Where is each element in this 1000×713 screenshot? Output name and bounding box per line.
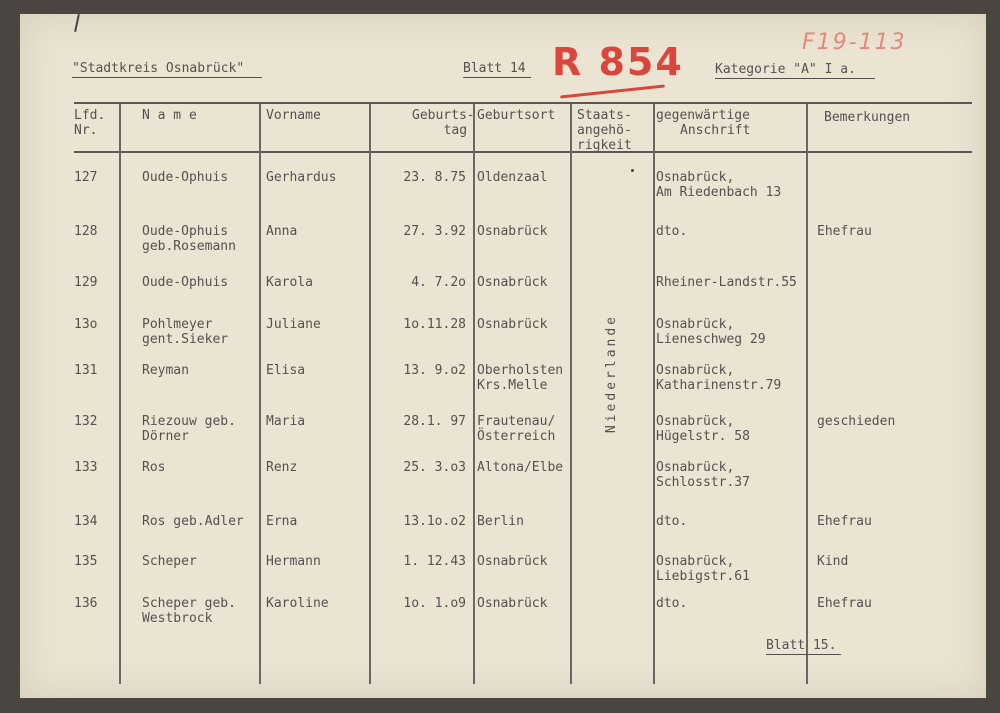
col-header-staat: Staats- angehö- rigkeit (577, 108, 632, 153)
pencil-annotation: F19-113 (802, 30, 907, 55)
row-geburtstag: 1o. 1.o9 (403, 596, 466, 611)
row-geburtstag: 25. 3.o3 (403, 460, 466, 475)
row-nr: 134 (74, 514, 98, 529)
row-anschrift: Osnabrück, (656, 170, 735, 185)
row-geburtstag: 27. 3.92 (403, 224, 466, 239)
row-bemerkung: geschieden (817, 414, 896, 429)
row-geburtstag: 13. 9.o2 (403, 363, 466, 378)
row-geburtstag: 23. 8.75 (403, 170, 466, 185)
row-nr: 136 (74, 596, 98, 611)
row-name: Reyman (142, 363, 189, 378)
col-header-geburtsort: Geburtsort (477, 108, 556, 123)
row-anschrift: Osnabrück, (656, 414, 735, 429)
row-geburtsort: Oldenzaal (477, 170, 548, 185)
row-anschrift: dto. (656, 224, 688, 239)
row-bemerkung: Ehefrau (817, 224, 872, 239)
row-anschrift: Osnabrück, (656, 554, 735, 569)
row-name: gent.Sieker (142, 332, 229, 347)
row-vorname: Karola (266, 275, 313, 290)
row-geburtstag: 28.1. 97 (403, 414, 466, 429)
row-nr: 131 (74, 363, 98, 378)
row-nr: 127 (74, 170, 98, 185)
row-bemerkung: Ehefrau (817, 596, 872, 611)
col-header-vorname: Vorname (266, 108, 321, 123)
row-name: Riezouw geb. (142, 414, 236, 429)
row-geburtstag: 4. 7.2o (411, 275, 466, 290)
row-geburtstag: 13.1o.o2 (403, 514, 466, 529)
ink-dot (631, 169, 634, 172)
col-header-anschrift: gegenwärtige Anschrift (656, 108, 751, 138)
row-name: Scheper geb. (142, 596, 236, 611)
row-geburtstag: 1o.11.28 (403, 317, 466, 332)
row-name: Pohlmeyer (142, 317, 213, 332)
row-nr: 129 (74, 275, 98, 290)
row-vorname: Elisa (266, 363, 306, 378)
row-geburtsort: Frautenau/ (477, 414, 556, 429)
row-geburtsort: Osnabrück (477, 275, 548, 290)
row-nr: 128 (74, 224, 98, 239)
row-vorname: Hermann (266, 554, 321, 569)
row-anschrift: Rheiner-Landstr.55 (656, 275, 797, 290)
row-anschrift: Katharinenstr.79 (656, 378, 782, 393)
row-anschrift: Osnabrück, (656, 317, 735, 332)
row-name: Oude-Ophuis (142, 275, 229, 290)
row-name: Westbrock (142, 611, 213, 626)
row-geburtsort: Osnabrück (477, 596, 548, 611)
row-nr: 13o (74, 317, 98, 332)
row-name: Ros (142, 460, 166, 475)
row-vorname: Maria (266, 414, 306, 429)
row-anschrift: Liebigstr.61 (656, 569, 750, 584)
row-name: Ros geb.Adler (142, 514, 244, 529)
col-header-name: N a m e (142, 108, 197, 123)
row-nr: 132 (74, 414, 98, 429)
row-geburtsort: Osnabrück (477, 317, 548, 332)
row-name: Scheper (142, 554, 197, 569)
row-bemerkung: Kind (817, 554, 849, 569)
category-label: Kategorie "A" I a. (715, 62, 856, 77)
document-page (20, 14, 986, 698)
row-name: geb.Rosemann (142, 239, 236, 254)
row-anschrift: Lieneschweg 29 (656, 332, 766, 347)
district-title: "Stadtkreis Osnabrück" (72, 61, 245, 76)
row-geburtsort: Berlin (477, 514, 524, 529)
row-anschrift: Osnabrück, (656, 460, 735, 475)
row-nr: 135 (74, 554, 98, 569)
row-name: Dörner (142, 429, 189, 444)
row-anschrift: dto. (656, 514, 688, 529)
row-geburtsort: Altona/Elbe (477, 460, 564, 475)
row-vorname: Anna (266, 224, 298, 239)
row-anschrift: Hügelstr. 58 (656, 429, 750, 444)
ink-mark (74, 14, 80, 32)
table-header-rule (74, 151, 972, 153)
row-geburtstag: 1. 12.43 (403, 554, 466, 569)
archive-stamp: R 854 (552, 40, 684, 84)
row-vorname: Erna (266, 514, 298, 529)
nationality-vertical: Niederlande (604, 314, 619, 434)
row-vorname: Karoline (266, 596, 329, 611)
row-geburtsort: Oberholsten (477, 363, 564, 378)
row-anschrift: Am Riedenbach 13 (656, 185, 782, 200)
row-anschrift: Schlosstr.37 (656, 475, 750, 490)
stamp-underline (560, 85, 665, 99)
row-geburtsort: Osnabrück (477, 224, 548, 239)
row-name: Oude-Ophuis (142, 224, 229, 239)
col-header-bemerkungen: Bemerkungen (824, 110, 911, 125)
row-anschrift: dto. (656, 596, 688, 611)
row-nr: 133 (74, 460, 98, 475)
row-vorname: Juliane (266, 317, 321, 332)
row-name: Oude-Ophuis (142, 170, 229, 185)
row-bemerkung: Ehefrau (817, 514, 872, 529)
row-geburtsort: Krs.Melle (477, 378, 548, 393)
row-vorname: Renz (266, 460, 298, 475)
row-vorname: Gerhardus (266, 170, 337, 185)
col-header-nr: Lfd. Nr. (74, 108, 106, 138)
table-top-rule (74, 102, 972, 104)
sheet-number: Blatt 14 (463, 61, 526, 76)
row-anschrift: Osnabrück, (656, 363, 735, 378)
next-sheet-label: Blatt 15. (766, 638, 837, 653)
col-header-geburtstag: Geburts- tag (412, 108, 475, 138)
row-geburtsort: Österreich (477, 429, 556, 444)
row-geburtsort: Osnabrück (477, 554, 548, 569)
